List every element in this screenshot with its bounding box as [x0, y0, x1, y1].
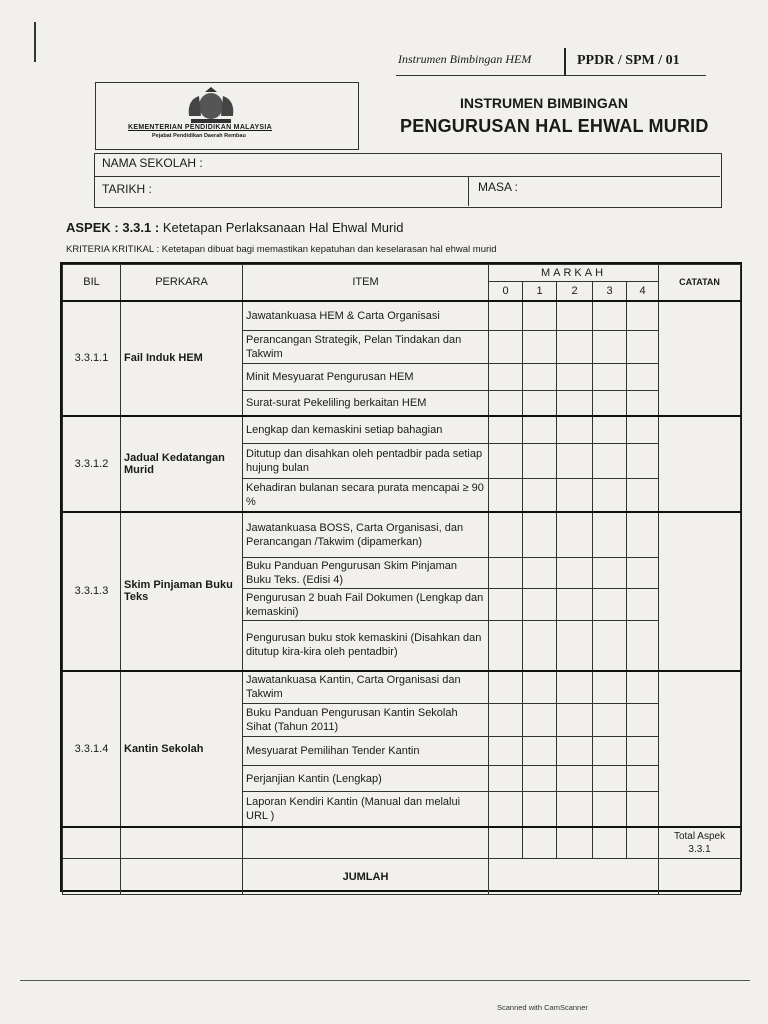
row-perkara: Fail Induk HEM — [121, 301, 243, 416]
blank-cell — [63, 859, 121, 895]
score-cell[interactable] — [523, 737, 557, 766]
info-divider — [94, 176, 720, 177]
col-header-perkara: PERKARA — [121, 265, 243, 301]
score-cell[interactable] — [489, 391, 523, 416]
score-cell[interactable] — [489, 331, 523, 364]
header-divider — [564, 48, 566, 76]
row-number: 3.3.1.3 — [63, 512, 121, 671]
row-item: Jawatankuasa BOSS, Carta Organisasi, dan Perancangan /Takwim (dipamerkan) — [243, 512, 489, 558]
row-item: Jawatankuasa HEM & Carta Organisasi — [243, 301, 489, 331]
score-header: 2 — [557, 282, 593, 301]
blank-cell — [121, 859, 243, 895]
score-cell[interactable] — [593, 479, 627, 512]
col-header-item: ITEM — [243, 265, 489, 301]
total-score-cell[interactable] — [523, 827, 557, 859]
score-cell[interactable] — [593, 512, 627, 558]
score-cell[interactable] — [627, 416, 659, 444]
row-item: Pengurusan 2 buah Fail Dokumen (Lengkap dan kemaskini) — [243, 589, 489, 621]
score-cell[interactable] — [593, 331, 627, 364]
score-cell[interactable] — [489, 589, 523, 621]
score-cell[interactable] — [593, 704, 627, 737]
score-cell[interactable] — [523, 444, 557, 479]
score-cell[interactable] — [557, 737, 593, 766]
score-cell[interactable] — [489, 364, 523, 391]
score-cell[interactable] — [489, 737, 523, 766]
score-cell[interactable] — [593, 737, 627, 766]
aspect-heading — [66, 220, 403, 235]
score-cell[interactable] — [593, 589, 627, 621]
score-cell[interactable] — [523, 671, 557, 704]
row-item: Buku Panduan Pengurusan Skim Pinjaman Buku Teks. (Edisi 4) — [243, 558, 489, 589]
catatan-cell[interactable] — [659, 301, 741, 416]
row-item: Jawatankuasa Kantin, Carta Organisasi dan Takwim — [243, 671, 489, 704]
score-cell[interactable] — [593, 301, 627, 331]
time-field[interactable]: MASA : — [478, 180, 519, 194]
catatan-cell[interactable] — [659, 512, 741, 671]
jumlah-value-cell[interactable] — [489, 859, 659, 895]
score-cell[interactable] — [627, 512, 659, 558]
catatan-cell[interactable] — [659, 671, 741, 827]
score-cell[interactable] — [593, 416, 627, 444]
row-item: Pengurusan buku stok kemaskini (Disahkan dan ditutup kira-kira oleh pentadbir) — [243, 621, 489, 671]
score-header: 0 — [489, 282, 523, 301]
score-cell[interactable] — [557, 364, 593, 391]
info-split — [468, 176, 469, 206]
score-cell[interactable] — [557, 416, 593, 444]
score-cell[interactable] — [557, 589, 593, 621]
score-cell[interactable] — [489, 479, 523, 512]
score-cell[interactable] — [489, 444, 523, 479]
district-office: Pejabat Pendidikan Daerah Rembau — [152, 133, 246, 139]
row-item: Kehadiran bulanan secara purata mencapai ≥ 90 % — [243, 479, 489, 512]
score-cell[interactable] — [627, 792, 659, 827]
score-cell[interactable] — [557, 479, 593, 512]
score-header: 4 — [627, 282, 659, 301]
row-item: Mesyuarat Pemilihan Tender Kantin — [243, 737, 489, 766]
score-cell[interactable] — [557, 512, 593, 558]
score-cell[interactable] — [627, 621, 659, 671]
row-perkara: Jadual Kedatangan Murid — [121, 416, 243, 512]
score-cell[interactable] — [523, 621, 557, 671]
score-cell[interactable] — [523, 766, 557, 792]
table-row — [63, 301, 741, 331]
col-header-bil: BIL — [63, 265, 121, 301]
score-cell[interactable] — [627, 589, 659, 621]
score-cell[interactable] — [489, 704, 523, 737]
score-cell[interactable] — [489, 621, 523, 671]
total-aspek-label: Total Aspek 3.3.1 — [659, 827, 741, 859]
total-score-cell[interactable] — [489, 827, 523, 859]
assessment-table-frame — [60, 262, 742, 892]
instrument-reference: Instrumen Bimbingan HEM — [398, 52, 532, 66]
assessment-table — [62, 264, 741, 895]
score-cell[interactable] — [489, 512, 523, 558]
pen-mark — [34, 22, 36, 62]
score-cell[interactable] — [557, 671, 593, 704]
row-number: 3.3.1.4 — [63, 671, 121, 827]
score-cell[interactable] — [593, 766, 627, 792]
table-row — [63, 512, 741, 558]
score-cell[interactable] — [627, 671, 659, 704]
score-cell[interactable] — [523, 301, 557, 331]
school-name-field[interactable]: NAMA SEKOLAH : — [102, 156, 203, 170]
row-perkara: Kantin Sekolah — [121, 671, 243, 827]
row-item: Minit Mesyuarat Pengurusan HEM — [243, 364, 489, 391]
score-header: 3 — [593, 282, 627, 301]
score-cell[interactable] — [557, 444, 593, 479]
score-cell[interactable] — [557, 621, 593, 671]
score-cell[interactable] — [593, 671, 627, 704]
total-score-cell[interactable] — [593, 827, 627, 859]
score-cell[interactable] — [523, 558, 557, 589]
score-cell[interactable] — [557, 558, 593, 589]
ministry-name: KEMENTERIAN PENDIDIKAN MALAYSIA — [128, 124, 272, 131]
aspect-title: Ketetapan Perlaksanaan Hal Ehwal Murid — [162, 220, 404, 235]
score-cell[interactable] — [627, 391, 659, 416]
score-cell[interactable] — [523, 364, 557, 391]
score-cell[interactable] — [627, 364, 659, 391]
row-item: Laporan Kendiri Kantin (Manual dan melalui URL ) — [243, 792, 489, 827]
score-cell[interactable] — [557, 792, 593, 827]
score-cell[interactable] — [489, 792, 523, 827]
page-bottom-line — [20, 980, 750, 981]
blank-cell — [121, 827, 243, 859]
score-cell[interactable] — [627, 331, 659, 364]
total-row — [63, 827, 741, 859]
score-cell[interactable] — [523, 589, 557, 621]
blank-cell — [63, 827, 121, 859]
score-cell[interactable] — [523, 479, 557, 512]
table-row — [63, 671, 741, 704]
row-item: Perjanjian Kantin (Lengkap) — [243, 766, 489, 792]
score-cell[interactable] — [557, 766, 593, 792]
coat-of-arms-icon — [183, 86, 239, 126]
document-subtitle: PENGURUSAN HAL EHWAL MURID — [400, 116, 709, 136]
row-item: Surat-surat Pekeliling berkaitan HEM — [243, 391, 489, 416]
score-cell[interactable] — [489, 558, 523, 589]
score-cell[interactable] — [489, 301, 523, 331]
score-cell[interactable] — [557, 331, 593, 364]
score-cell[interactable] — [523, 704, 557, 737]
score-cell[interactable] — [489, 416, 523, 444]
document-title: INSTRUMEN BIMBINGAN — [460, 95, 628, 111]
score-cell[interactable] — [627, 704, 659, 737]
score-header: 1 — [523, 282, 557, 301]
blank-cell — [243, 827, 489, 859]
jumlah-catatan-cell[interactable] — [659, 859, 741, 895]
score-cell[interactable] — [593, 391, 627, 416]
row-number: 3.3.1.2 — [63, 416, 121, 512]
jumlah-row — [63, 859, 741, 895]
score-cell[interactable] — [523, 512, 557, 558]
score-cell[interactable] — [489, 671, 523, 704]
critical-criteria: KRITERIA KRITIKAL : Ketetapan dibuat bagi memastikan kepatuhan dan keselarasan hal ehwal murid — [66, 244, 497, 255]
header-underline — [396, 75, 706, 76]
score-cell[interactable] — [627, 737, 659, 766]
score-cell[interactable] — [523, 331, 557, 364]
row-item: Ditutup dan disahkan oleh pentadbir pada setiap hujung bulan — [243, 444, 489, 479]
total-score-cell[interactable] — [627, 827, 659, 859]
date-field[interactable]: TARIKH : — [102, 182, 152, 196]
score-cell[interactable] — [523, 792, 557, 827]
score-cell[interactable] — [593, 444, 627, 479]
table-row — [63, 416, 741, 444]
score-cell[interactable] — [593, 558, 627, 589]
scanner-watermark: Scanned with CamScanner — [497, 1003, 588, 1012]
document-code: PPDR / SPM / 01 — [577, 53, 680, 68]
row-number: 3.3.1.1 — [63, 301, 121, 416]
score-cell[interactable] — [593, 792, 627, 827]
row-item: Lengkap dan kemaskini setiap bahagian — [243, 416, 489, 444]
jumlah-label: JUMLAH — [243, 859, 489, 895]
score-cell[interactable] — [523, 391, 557, 416]
catatan-cell[interactable] — [659, 416, 741, 512]
row-item: Buku Panduan Pengurusan Kantin Sekolah Sihat (Tahun 2011) — [243, 704, 489, 737]
score-cell[interactable] — [627, 558, 659, 589]
score-cell[interactable] — [523, 416, 557, 444]
aspect-label: ASPEK : 3.3.1 : — [66, 220, 160, 235]
col-header-markah: MARKAH — [489, 265, 659, 282]
score-cell[interactable] — [627, 479, 659, 512]
score-cell[interactable] — [627, 301, 659, 331]
score-cell[interactable] — [593, 621, 627, 671]
score-cell[interactable] — [557, 301, 593, 331]
score-cell[interactable] — [557, 391, 593, 416]
row-item: Perancangan Strategik, Pelan Tindakan dan Takwim — [243, 331, 489, 364]
score-cell[interactable] — [593, 364, 627, 391]
total-score-cell[interactable] — [557, 827, 593, 859]
score-cell[interactable] — [627, 766, 659, 792]
row-perkara: Skim Pinjaman Buku Teks — [121, 512, 243, 671]
score-cell[interactable] — [557, 704, 593, 737]
col-header-catatan: CATATAN — [659, 265, 741, 301]
score-cell[interactable] — [489, 766, 523, 792]
score-cell[interactable] — [627, 444, 659, 479]
